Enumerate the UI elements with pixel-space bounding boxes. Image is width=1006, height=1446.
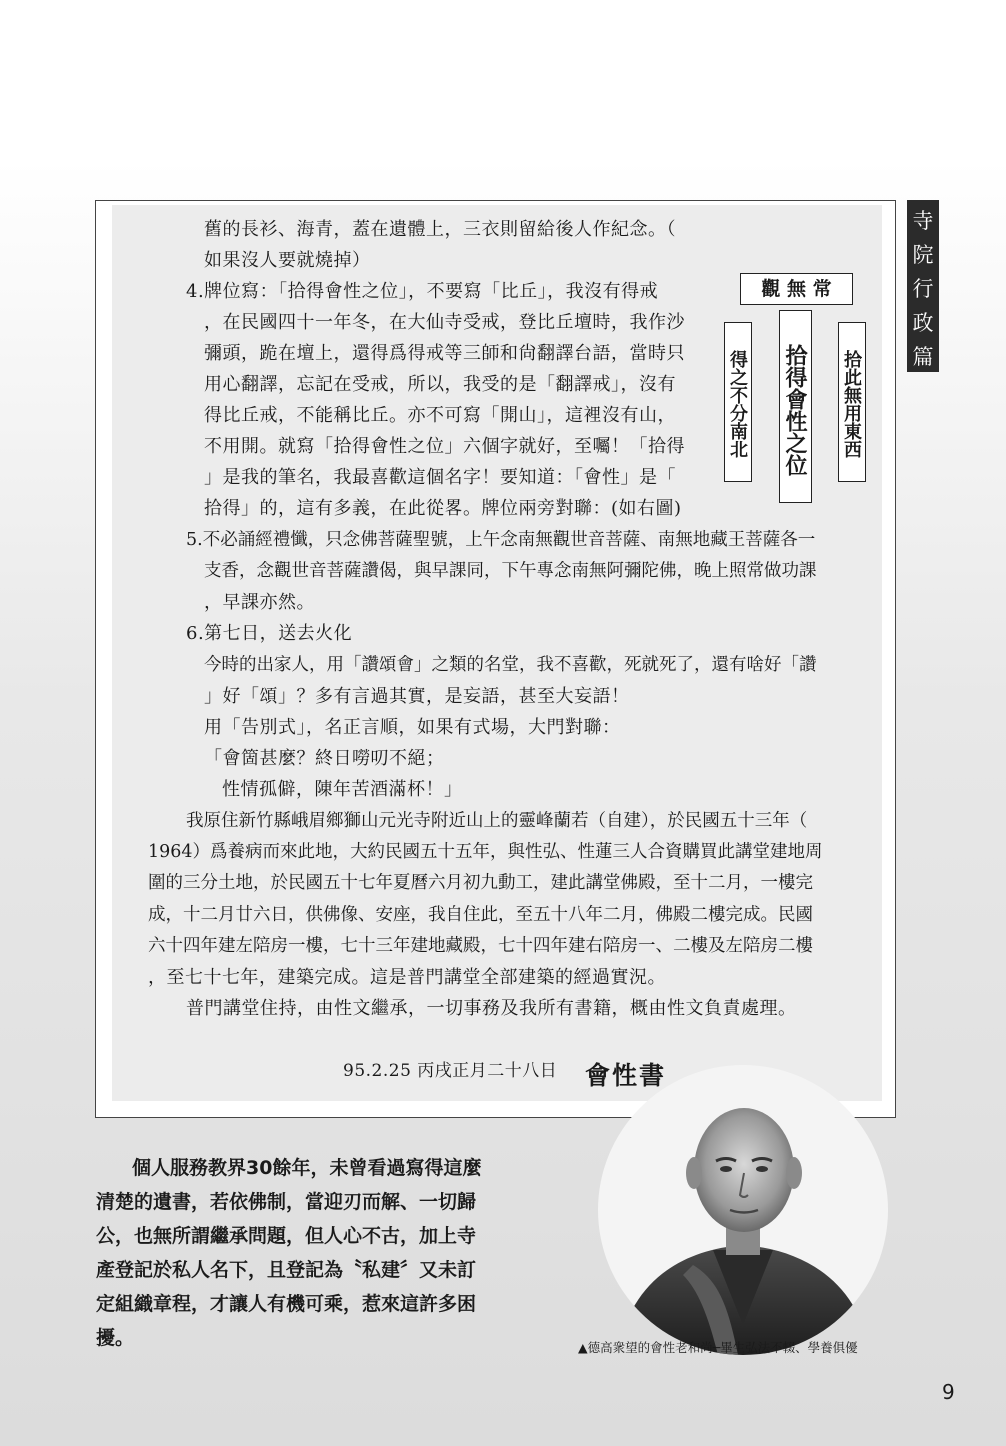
section-tab-char: 政 [912,311,934,335]
body-line: 拾得」的，這有多義，在此從畧。牌位兩旁對聯：(如右圖) [204,498,682,519]
couplet-center-tablet: 拾得會性之位 [779,310,812,503]
body-line: 舊的長衫、海青，蓋在遺體上，三衣則留給後人作紀念。（ [204,219,676,240]
body-line: 」是我的筆名，我最喜歡這個名字！要知道：「會性」是「 [204,467,676,488]
section-tab-char: 篇 [912,345,934,369]
body-line: 5.不必誦經禮懺，只念佛菩薩聖號，上午念南無觀世音菩薩、南無地藏王菩薩各一 [186,530,816,550]
monk-portrait-image [598,1065,888,1355]
comment-line: 擾。 [96,1327,135,1349]
comment-line: 定組織章程，才讓人有機可乘，惹來這許多困 [96,1293,477,1315]
body-line: 1964）爲養病而來此地，大約民國五十五年，與性弘、性蓮三人合資購買此講堂建地周 [148,842,823,862]
body-line: 4.牌位寫：「拾得會性之位」，不要寫「比丘」，我沒有得戒 [186,281,659,302]
body-line: 六十四年建左陪房一樓，七十三年建地藏殿，七十四年建右陪房一、二樓及左陪房二樓 [148,936,813,956]
body-line: 我原住新竹縣峨眉鄉獅山元光寺附近山上的靈峰蘭若（自建），於民國五十三年（ [186,811,808,831]
body-line: 「會箇甚麼？終日嘮叨不絕； [204,748,445,769]
section-tab [907,200,939,372]
body-line: ，在民國四十一年冬，在大仙寺受戒，登比丘壇時，我作沙 [204,312,685,333]
couplet-right-scroll: 拾此無用東西 [838,322,866,482]
body-line: 性情孤僻，陳年苦酒滿杯！」 [222,779,463,800]
date-line: 95.2.25 丙戌正月二十八日 [343,1061,558,1081]
section-tab-char: 寺 [912,209,934,233]
page-number: 9 [942,1380,955,1404]
couplet-left-scroll: 得之不分南北 [724,322,752,482]
couplet-top-banner: 觀 無 常 [740,273,853,305]
body-line: 支香，念觀世音菩薩讚偈，與早課同，下午專念南無阿彌陀佛，晚上照常做功課 [204,561,817,581]
body-line: 如果沒人要就燒掉） [204,250,371,271]
body-line: 成，十二月廿六日，供佛像、安座，我自住此，至五十八年二月，佛殿二樓完成。民國 [148,905,813,925]
body-line: 用心翻譯，忘記在受戒，所以，我受的是「翻譯戒」，沒有 [204,374,676,395]
body-line: 6.第七日，送去火化 [186,623,353,644]
body-line: 彌頭，跪在壇上，還得爲得戒等三師和尙翻譯台語，當時只 [204,343,685,364]
comment-line: 個人服務教界30餘年，未曾看過寫得這麼 [132,1157,482,1179]
body-line: 用「告別式」，名正言順，如果有式場，大門對聯： [204,717,621,738]
body-line: 」好「頌」？多有言過其實，是妄語，甚至大妄語！ [204,686,630,707]
signature: 會性書 [585,1061,667,1090]
comment-line: 清楚的遺書，若依佛制，當迎刃而解、一切歸 [96,1191,477,1213]
body-line: 今時的出家人，用「讚頌會」之類的名堂，我不喜歡，死就死了，還有啥好「讚 [204,655,817,675]
body-line: ，至七十七年，建築完成。這是普門講堂全部建築的經過實況。 [148,967,666,988]
body-line: 得比丘戒，不能稱比丘。亦不可寫「開山」，這裡沒有山， [204,405,676,426]
photo-caption: ▲德高衆望的會性老和尚─畢生弘法不輟、學養俱優 [578,1340,858,1355]
body-line: 普門講堂住持，由性文繼承，一切事務及我所有書籍，概由性文負責處理。 [186,998,797,1019]
body-line: ，早課亦然。 [204,592,315,613]
section-tab-char: 行 [912,277,934,301]
section-tab-char: 院 [912,243,934,267]
comment-line: 產登記於私人名下，且登記為〝私建〞又未訂 [96,1259,477,1281]
body-line: 不用開。就寫「拾得會性之位」六個字就好，至囑！「拾得 [204,436,685,457]
body-line: 圍的三分土地，於民國五十七年夏曆六月初九動工，建此講堂佛殿，至十二月，一樓完 [148,873,813,893]
comment-line: 公，也無所謂繼承問題，但人心不古，加上寺 [96,1225,477,1247]
monk-portrait [598,1065,888,1355]
